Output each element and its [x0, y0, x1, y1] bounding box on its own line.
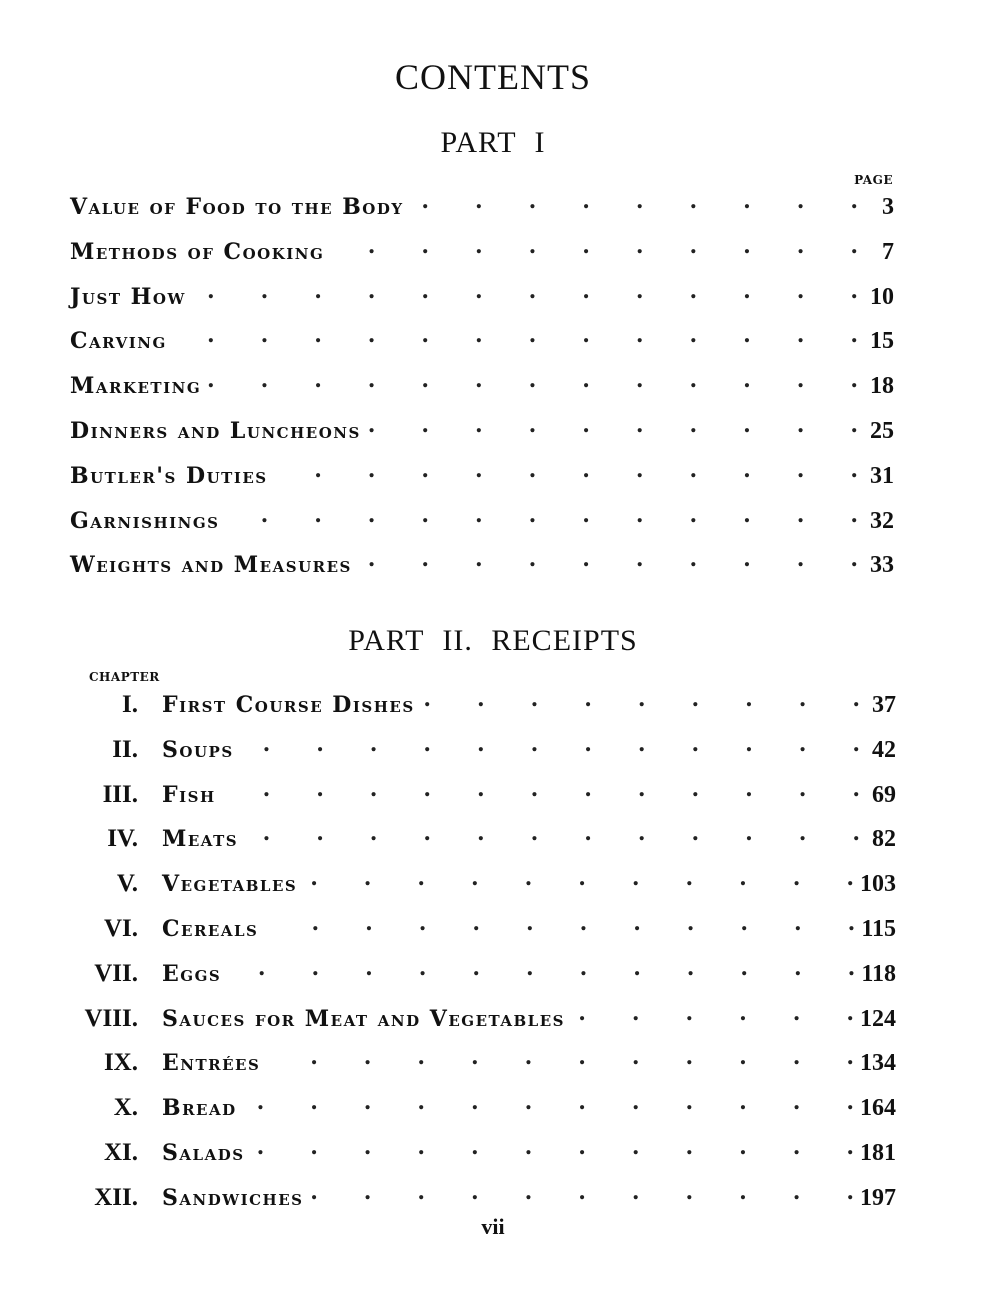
page-number: 18 — [870, 373, 894, 400]
toc-entry — [70, 820, 896, 854]
chapter-number: IV. — [107, 825, 138, 853]
dot-leader — [421, 686, 860, 712]
dot-leader — [274, 457, 858, 483]
dot-leader — [330, 233, 858, 259]
dot-leader — [226, 502, 859, 528]
dot-leader — [571, 1000, 854, 1026]
entry-title: Entrées — [162, 1050, 261, 1077]
chapter-number: IX. — [103, 1049, 138, 1077]
page-number: 10 — [870, 283, 894, 310]
entry-title: Garnishings — [70, 507, 220, 534]
entry-title: Meats — [162, 826, 239, 853]
page-number: 82 — [872, 826, 896, 853]
dot-leader — [367, 412, 858, 438]
dot-leader — [264, 910, 855, 936]
toc-entry — [70, 776, 896, 810]
page-number: 42 — [872, 736, 896, 763]
toc-entry — [70, 1089, 896, 1123]
dot-leader — [207, 367, 858, 393]
page-number: 25 — [870, 418, 894, 444]
page-folio: vii — [481, 1214, 505, 1239]
toc-entry — [70, 188, 894, 222]
entry-title: Eggs — [162, 960, 222, 987]
toc-entry — [70, 278, 894, 312]
entry-title: Sandwiches — [162, 1184, 304, 1211]
toc-entry — [70, 910, 896, 944]
entry-title: Weights and Measures — [70, 552, 352, 579]
page-number: 32 — [870, 507, 894, 534]
toc-entry — [70, 731, 896, 765]
dot-leader — [410, 188, 858, 214]
entry-title: Carving — [70, 328, 167, 355]
chapter-number: VIII. — [84, 1004, 138, 1032]
chapter-number: III. — [102, 780, 138, 808]
entry-title: Marketing — [70, 373, 202, 400]
page-number: 69 — [872, 781, 896, 808]
entry-title: Cereals — [162, 916, 259, 942]
toc-entry — [70, 457, 894, 491]
part-two-heading: PART II. RECEIPTS — [348, 624, 638, 657]
toc-entry — [70, 502, 894, 536]
chapter-number: XI. — [103, 1139, 138, 1166]
chapter-number: VI. — [103, 915, 138, 942]
page-column-label: PAGE — [854, 173, 893, 187]
page-number: 15 — [870, 328, 894, 355]
entry-title: Salads — [162, 1140, 245, 1166]
toc-entry — [70, 955, 896, 989]
toc-entry — [70, 686, 896, 720]
dot-leader — [227, 955, 855, 981]
chapter-number: VII. — [94, 959, 138, 987]
chapter-number: I. — [122, 691, 138, 718]
page-number: 33 — [870, 552, 894, 579]
page-number: 103 — [860, 871, 896, 898]
chapter-number: II. — [112, 735, 138, 763]
chapter-number: XII. — [94, 1183, 138, 1211]
toc-entry — [70, 367, 894, 401]
chapter-column-label: CHAPTER — [89, 670, 160, 684]
page-number: 134 — [860, 1050, 896, 1077]
dot-leader — [192, 278, 858, 304]
toc-entry — [70, 412, 894, 446]
page-number: 124 — [860, 1005, 896, 1032]
page-number: 118 — [861, 960, 896, 987]
toc-entry — [70, 1000, 896, 1034]
entry-title: Vegetables — [162, 871, 298, 898]
entry-title: Value of Food to the Body — [70, 194, 404, 220]
page-number: 7 — [882, 238, 894, 265]
page-number: 197 — [860, 1184, 896, 1211]
page-number: 181 — [860, 1140, 896, 1166]
toc-entry — [70, 546, 894, 580]
entry-title: Dinners and Luncheons — [70, 418, 361, 444]
dot-leader — [303, 865, 854, 891]
part-one-heading: PART I — [440, 126, 546, 159]
page-number: 164 — [860, 1095, 896, 1122]
toc-entry — [70, 1179, 896, 1213]
toc-entry — [70, 865, 896, 899]
entry-title: Fish — [162, 781, 216, 808]
dot-leader — [244, 820, 860, 846]
page-number: 37 — [872, 692, 896, 718]
entry-title: Butler's Duties — [70, 462, 268, 489]
toc-entry — [70, 233, 894, 267]
dot-leader — [173, 322, 858, 348]
page-number: 3 — [882, 194, 894, 220]
entry-title: Soups — [162, 736, 234, 763]
entry-title: Methods of Cooking — [70, 238, 325, 265]
entry-title: First Course Dishes — [162, 692, 415, 718]
dot-leader — [266, 1044, 854, 1070]
dot-leader — [309, 1179, 854, 1205]
entry-title: Just How — [70, 283, 186, 310]
dot-leader — [240, 731, 860, 757]
dot-leader — [251, 1134, 854, 1160]
page-number: 115 — [861, 916, 896, 942]
toc-entry — [70, 1134, 896, 1168]
chapter-number: X. — [113, 1094, 138, 1122]
entry-title: Bread — [162, 1095, 237, 1122]
page-number: 31 — [870, 462, 894, 489]
dot-leader — [222, 776, 860, 802]
toc-entry — [70, 322, 894, 356]
dot-leader — [243, 1089, 854, 1115]
chapter-number: V. — [116, 870, 138, 898]
dot-leader — [358, 546, 858, 572]
page-title: CONTENTS — [395, 57, 591, 97]
toc-entry — [70, 1044, 896, 1078]
entry-title: Sauces for Meat and Vegetables — [162, 1005, 565, 1032]
